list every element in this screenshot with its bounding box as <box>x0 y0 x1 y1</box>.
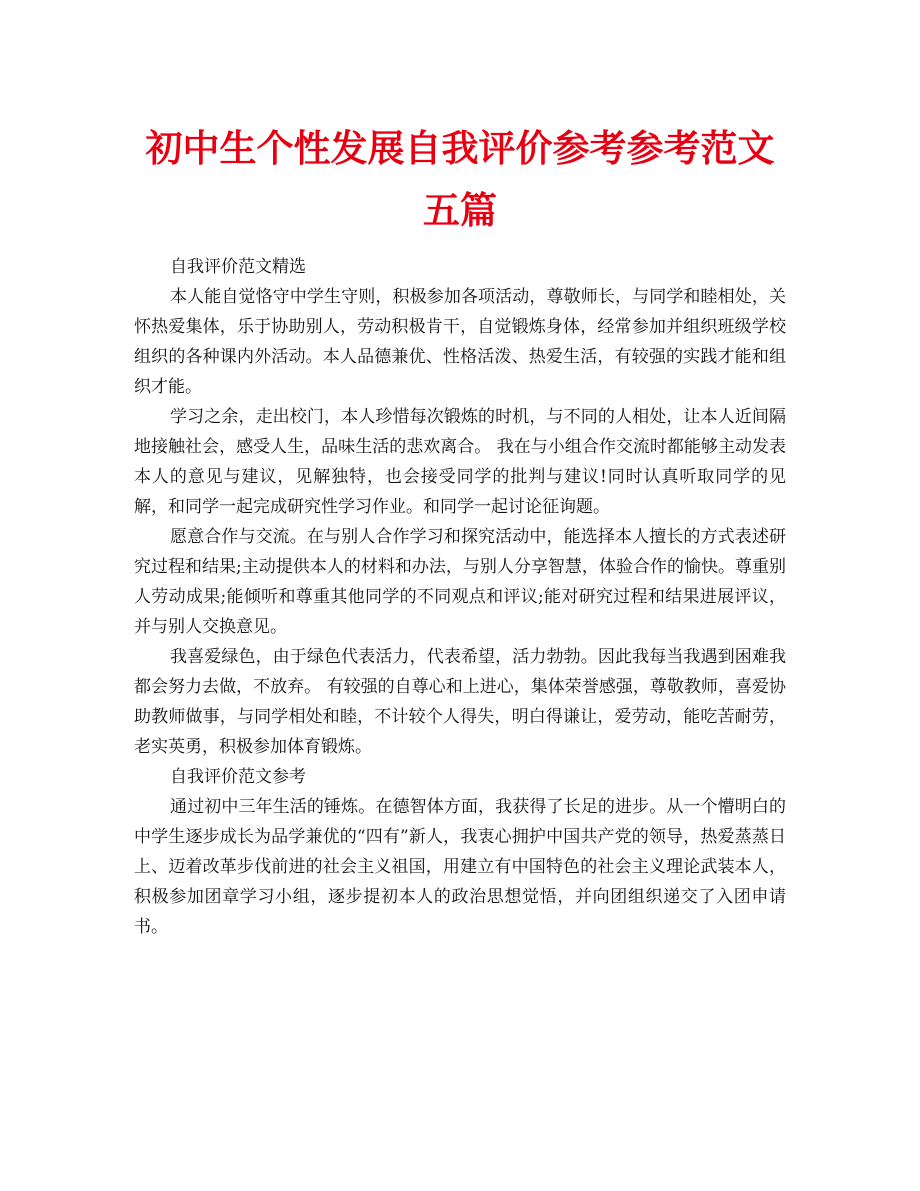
document-body <box>134 252 786 942</box>
body-paragraph: 愿意合作与交流。在与别人合作学习和探究活动中，能选择本人擅长的方式表述研究过程和结果;主动提供本人的材料和办法，与别人分享智慧，体验合作的愉快。尊重别人劳动成果;能倾听和尊重其他同学的不同观点和评议;能对研究过程和结果进展评议，并与别人交换意见。 <box>134 527 786 637</box>
body-paragraph: 学习之余，走出校门，本人珍惜每次锻炼的时机，与不同的人相处，让本人近间隔地接触社会，感受人生，品味生活的悲欢离合。 我在与小组合作交流时都能够主动发表本人的意见与建议，见解独特，也会接受同学的批判与建议!同时认真听取同学的见解，和同学一起完成研究性学习作业。和同学一起讨论征询题。 <box>134 407 786 517</box>
document-title: 初中生个性发展自我评价参考参考范文五篇 <box>145 127 775 232</box>
body-paragraph: 通过初中三年生活的锤炼。在德智体方面，我获得了长足的进步。从一个懵明白的中学生逐步成长为品学兼优的“四有”新人，我衷心拥护中国共产党的领导，热爱蒸蒸日上、迈着改革步伐前进的社会主义祖国，用建立有中国特色的社会主义理论武装本人，积极参加团章学习小组，逐步提初本人的政治思想觉悟，并向团组织递交了入团申请书。 <box>134 797 786 937</box>
section-heading: 自我评价范文参考 <box>170 767 306 787</box>
body-paragraph: 本人能自觉恪守中学生守则，积极参加各项活动，尊敬师长，与同学和睦相处，关怀热爱集体，乐于协助别人，劳动积极肯干，自觉锻炼身体，经常参加并组织班级学校组织的各种课内外活动。本人品德兼优、性格活泼、热爱生活，有较强的实践才能和组织才能。 <box>134 287 786 397</box>
section-heading: 自我评价范文精选 <box>170 257 306 277</box>
body-paragraph: 我喜爱绿色，由于绿色代表活力，代表希望，活力勃勃。因此我每当我遇到困难我都会努力去做，不放弃。 有较强的自尊心和上进心，集体荣誉感强，尊敬教师，喜爱协助教师做事，与同学相处和睦，不计较个人得失，明白得谦让，爱劳动，能吃苦耐劳，老实英勇，积极参加体育锻炼。 <box>134 647 786 757</box>
